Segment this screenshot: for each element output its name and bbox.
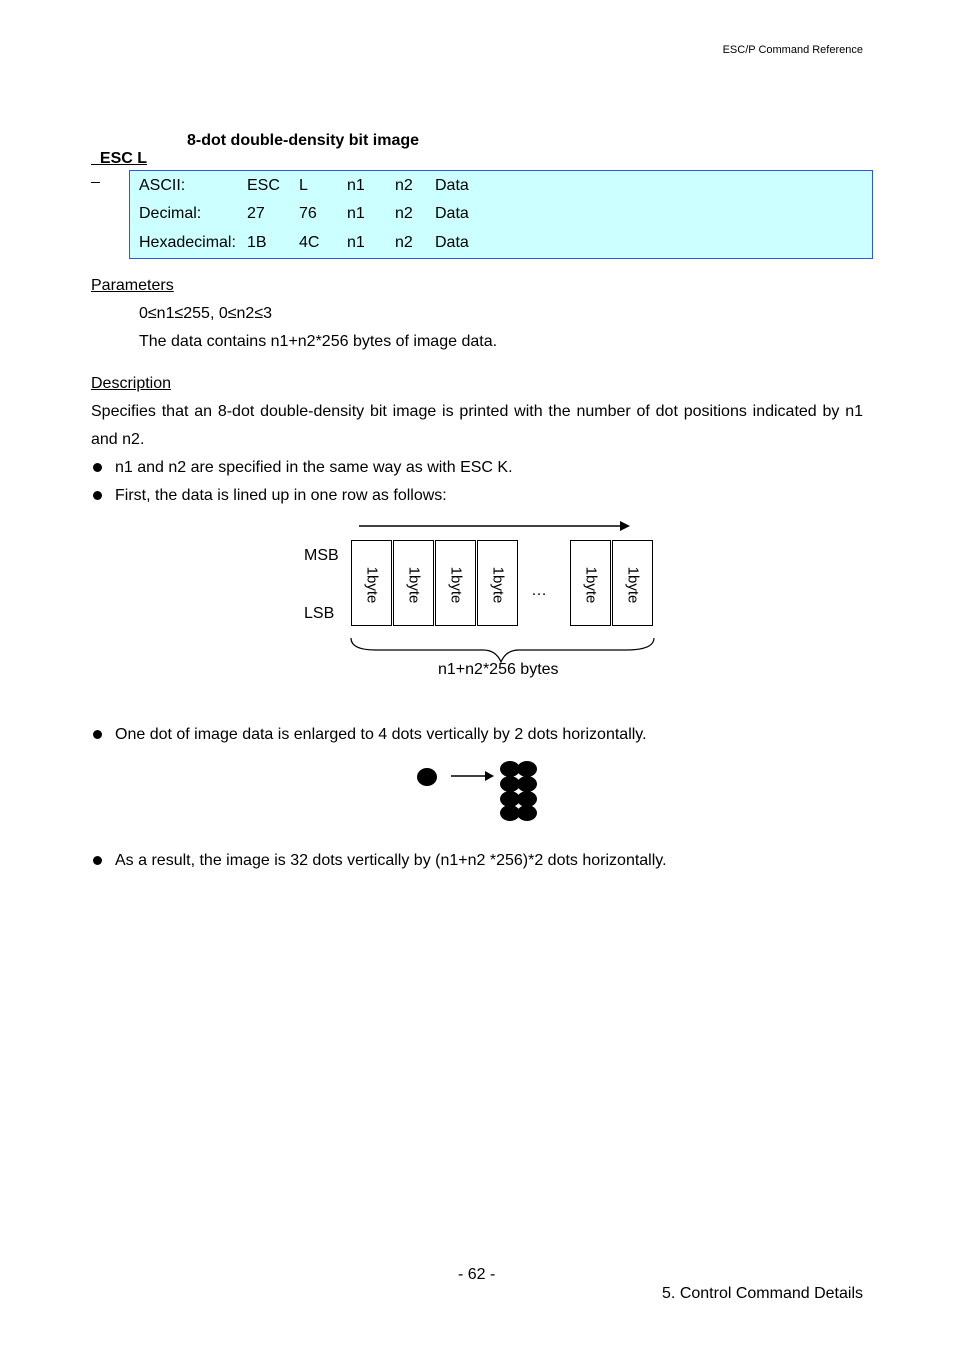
dot-icon bbox=[517, 776, 537, 792]
row-value: n2 bbox=[395, 234, 413, 251]
command-name: ESC L bbox=[99, 150, 148, 167]
curly-brace-icon bbox=[348, 636, 658, 664]
bullet-icon bbox=[93, 491, 102, 500]
byte-cell-label: 1byte bbox=[489, 566, 506, 604]
parameter-range: 0≤n1≤255, 0≤n2≤3 bbox=[139, 305, 272, 322]
row-value: 4C bbox=[299, 234, 320, 251]
description-heading: Description bbox=[91, 375, 172, 392]
description-text-line1: Specifies that an 8-dot double-density bit image is printed with the number of dot positions indicated by n1 bbox=[91, 403, 863, 420]
total-bytes-label: n1+n2*256 bytes bbox=[438, 661, 559, 678]
bullet-icon bbox=[93, 463, 102, 472]
byte-cell-label: 1byte bbox=[447, 566, 464, 604]
row-value: n1 bbox=[347, 205, 365, 222]
row-value: 27 bbox=[247, 205, 265, 222]
bullet-item: n1 and n2 are specified in the same way as with ESC K. bbox=[115, 459, 513, 476]
single-dot-icon bbox=[417, 768, 437, 786]
enlarge-arrow-icon bbox=[448, 766, 498, 786]
row-value: L bbox=[299, 177, 308, 194]
row-label: Decimal: bbox=[139, 205, 202, 222]
bullet-icon bbox=[93, 856, 102, 865]
row-value: 1B bbox=[247, 234, 267, 251]
byte-cell bbox=[612, 540, 653, 626]
row-label: Hexadecimal: bbox=[139, 234, 236, 251]
command-description: 8-dot double-density bit image bbox=[187, 132, 420, 149]
parameter-data-note: The data contains n1+n2*256 bytes of image data. bbox=[139, 333, 498, 350]
byte-cell bbox=[351, 540, 392, 626]
bullet-item: One dot of image data is enlarged to 4 dots vertically by 2 dots horizontally. bbox=[115, 726, 647, 743]
bullet-item: As a result, the image is 32 dots vertically by (n1+n2 *256)*2 dots horizontally. bbox=[115, 852, 667, 869]
byte-cell-label: 1byte bbox=[405, 566, 422, 604]
enlarged-dot-grid-icon bbox=[500, 761, 540, 821]
row-value: Data bbox=[435, 234, 469, 251]
row-value: n1 bbox=[347, 234, 365, 251]
byte-cell bbox=[393, 540, 434, 626]
byte-cell bbox=[435, 540, 476, 626]
parameters-heading: Parameters bbox=[91, 277, 174, 294]
running-header: ESC/P Command Reference bbox=[722, 44, 863, 56]
row-label: ASCII: bbox=[139, 177, 186, 194]
row-value: n2 bbox=[395, 205, 413, 222]
row-value: ESC bbox=[247, 177, 280, 194]
direction-arrow-icon bbox=[350, 515, 640, 535]
dot-icon bbox=[517, 761, 537, 777]
byte-cell-label: 1byte bbox=[363, 566, 380, 604]
row-value: n2 bbox=[395, 177, 413, 194]
section-footer: 5. Control Command Details bbox=[662, 1285, 863, 1302]
lsb-label: LSB bbox=[304, 605, 335, 622]
byte-cell-label: 1byte bbox=[582, 566, 599, 604]
row-value: Data bbox=[435, 205, 469, 222]
description-text-line2: and n2. bbox=[91, 431, 145, 448]
page-number: - 62 - bbox=[458, 1266, 496, 1283]
row-value: 76 bbox=[299, 205, 317, 222]
byte-cell bbox=[570, 540, 611, 626]
row-value: n1 bbox=[347, 177, 365, 194]
ellipsis: … bbox=[531, 582, 547, 599]
byte-cell bbox=[477, 540, 518, 626]
bullet-icon bbox=[93, 730, 102, 739]
byte-cell-label: 1byte bbox=[624, 566, 641, 604]
msb-label: MSB bbox=[304, 547, 339, 564]
command-format-box bbox=[129, 170, 873, 259]
dot-icon bbox=[517, 805, 537, 821]
row-value: Data bbox=[435, 177, 469, 194]
bullet-item: First, the data is lined up in one row as follows: bbox=[115, 487, 447, 504]
